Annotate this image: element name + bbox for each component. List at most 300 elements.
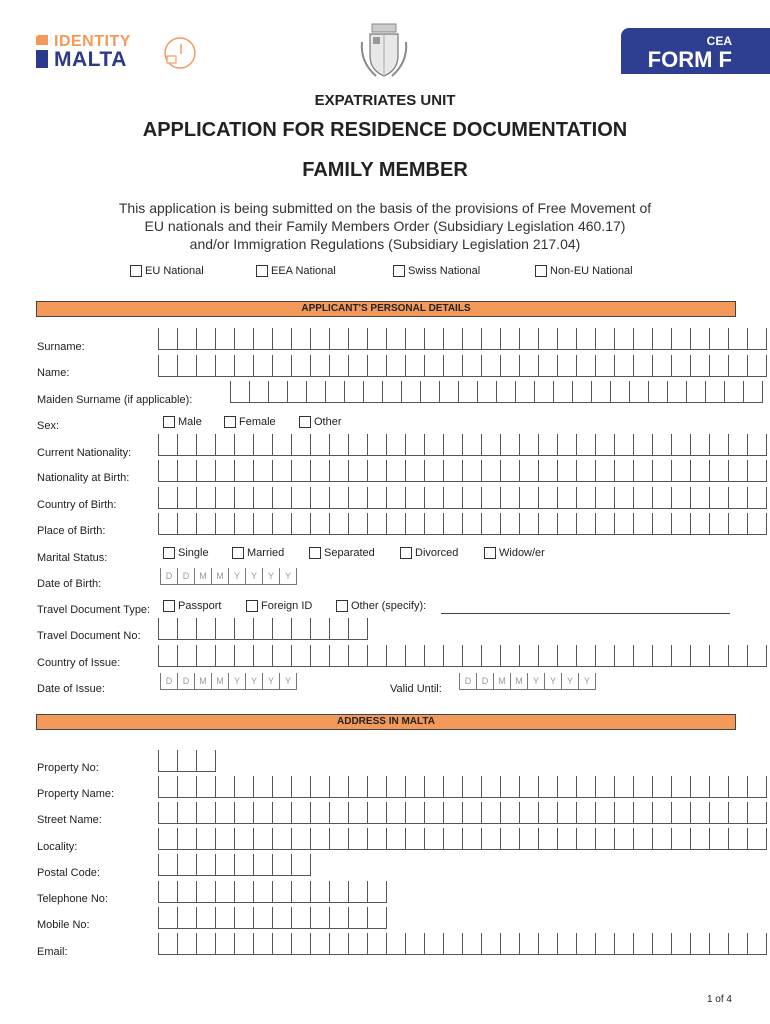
country-birth-boxes[interactable] (158, 487, 767, 509)
date-box[interactable]: D (177, 673, 194, 690)
char-box[interactable] (253, 881, 272, 903)
char-box[interactable] (386, 513, 405, 535)
char-box[interactable] (158, 618, 177, 640)
char-box[interactable] (538, 513, 557, 535)
checkbox[interactable] (484, 547, 496, 559)
char-box[interactable] (196, 802, 215, 824)
property-no-boxes[interactable] (158, 750, 216, 772)
char-box[interactable] (576, 513, 595, 535)
char-box[interactable] (652, 460, 671, 482)
char-box[interactable] (306, 381, 325, 403)
surname-boxes-top[interactable] (158, 328, 767, 350)
checkbox[interactable] (130, 265, 142, 277)
char-box[interactable] (595, 328, 614, 350)
char-box[interactable] (481, 328, 500, 350)
maiden-surname-boxes[interactable] (230, 381, 763, 403)
checkbox[interactable] (400, 547, 412, 559)
char-box[interactable] (709, 487, 728, 509)
char-box[interactable] (310, 645, 329, 667)
char-box[interactable] (329, 513, 348, 535)
char-box[interactable] (591, 381, 610, 403)
char-box[interactable] (386, 355, 405, 377)
char-box[interactable] (709, 933, 728, 955)
char-box[interactable] (671, 802, 690, 824)
char-box[interactable] (291, 645, 310, 667)
char-box[interactable] (234, 434, 253, 456)
date-box[interactable]: Y (262, 673, 279, 690)
char-box[interactable] (515, 381, 534, 403)
char-box[interactable] (557, 487, 576, 509)
char-box[interactable] (215, 645, 234, 667)
char-box[interactable] (629, 381, 648, 403)
char-box[interactable] (747, 776, 767, 798)
char-box[interactable] (329, 802, 348, 824)
char-box[interactable] (367, 828, 386, 850)
char-box[interactable] (177, 645, 196, 667)
char-box[interactable] (690, 460, 709, 482)
char-box[interactable] (268, 381, 287, 403)
char-box[interactable] (329, 487, 348, 509)
char-box[interactable] (196, 618, 215, 640)
char-box[interactable] (272, 513, 291, 535)
char-box[interactable] (310, 618, 329, 640)
char-box[interactable] (709, 328, 728, 350)
char-box[interactable] (724, 381, 743, 403)
char-box[interactable] (671, 933, 690, 955)
char-box[interactable] (329, 328, 348, 350)
char-box[interactable] (652, 802, 671, 824)
char-box[interactable] (253, 513, 272, 535)
char-box[interactable] (367, 776, 386, 798)
char-box[interactable] (253, 487, 272, 509)
char-box[interactable] (348, 487, 367, 509)
char-box[interactable] (329, 907, 348, 929)
date-box[interactable]: D (476, 673, 493, 690)
char-box[interactable] (595, 776, 614, 798)
char-box[interactable] (158, 355, 177, 377)
char-box[interactable] (215, 460, 234, 482)
char-box[interactable] (614, 776, 633, 798)
char-box[interactable] (614, 513, 633, 535)
char-box[interactable] (310, 881, 329, 903)
char-box[interactable] (291, 328, 310, 350)
date-box[interactable]: M (211, 568, 228, 585)
char-box[interactable] (709, 776, 728, 798)
char-box[interactable] (614, 460, 633, 482)
char-box[interactable] (633, 933, 652, 955)
char-box[interactable] (177, 854, 196, 876)
valid-until-boxes[interactable] (459, 673, 596, 689)
char-box[interactable] (481, 828, 500, 850)
char-box[interactable] (215, 776, 234, 798)
char-box[interactable] (196, 881, 215, 903)
char-box[interactable] (253, 434, 272, 456)
char-box[interactable] (652, 776, 671, 798)
char-box[interactable] (519, 434, 538, 456)
char-box[interactable] (158, 645, 177, 667)
email-boxes[interactable] (158, 933, 767, 955)
char-box[interactable] (234, 854, 253, 876)
char-box[interactable] (344, 381, 363, 403)
char-box[interactable] (477, 381, 496, 403)
char-box[interactable] (158, 434, 177, 456)
surname-boxes[interactable] (158, 355, 767, 377)
char-box[interactable] (652, 355, 671, 377)
char-box[interactable] (196, 513, 215, 535)
option-non-eu-national[interactable] (535, 265, 633, 277)
char-box[interactable] (690, 355, 709, 377)
char-box[interactable] (690, 776, 709, 798)
char-box[interactable] (329, 828, 348, 850)
checkbox[interactable] (232, 547, 244, 559)
char-box[interactable] (291, 854, 311, 876)
char-box[interactable] (234, 907, 253, 929)
char-box[interactable] (747, 460, 767, 482)
char-box[interactable] (462, 460, 481, 482)
char-box[interactable] (443, 355, 462, 377)
char-box[interactable] (747, 828, 767, 850)
char-box[interactable] (291, 487, 310, 509)
char-box[interactable] (595, 434, 614, 456)
char-box[interactable] (614, 328, 633, 350)
char-box[interactable] (728, 460, 747, 482)
char-box[interactable] (462, 487, 481, 509)
char-box[interactable] (614, 487, 633, 509)
char-box[interactable] (667, 381, 686, 403)
marital-option-married[interactable] (232, 547, 284, 559)
char-box[interactable] (538, 434, 557, 456)
char-box[interactable] (310, 802, 329, 824)
char-box[interactable] (253, 907, 272, 929)
char-box[interactable] (462, 933, 481, 955)
dob-date-boxes[interactable] (160, 568, 297, 584)
char-box[interactable] (458, 381, 477, 403)
char-box[interactable] (177, 828, 196, 850)
char-box[interactable] (177, 907, 196, 929)
char-box[interactable] (196, 828, 215, 850)
char-box[interactable] (633, 434, 652, 456)
char-box[interactable] (405, 460, 424, 482)
checkbox[interactable] (535, 265, 547, 277)
char-box[interactable] (310, 328, 329, 350)
char-box[interactable] (158, 881, 177, 903)
char-box[interactable] (576, 828, 595, 850)
char-box[interactable] (310, 513, 329, 535)
char-box[interactable] (386, 487, 405, 509)
char-box[interactable] (367, 933, 386, 955)
char-box[interactable] (671, 645, 690, 667)
checkbox[interactable] (163, 600, 175, 612)
char-box[interactable] (576, 487, 595, 509)
char-box[interactable] (253, 776, 272, 798)
char-box[interactable] (329, 881, 348, 903)
char-box[interactable] (348, 328, 367, 350)
char-box[interactable] (443, 434, 462, 456)
char-box[interactable] (386, 645, 405, 667)
char-box[interactable] (287, 381, 306, 403)
char-box[interactable] (215, 933, 234, 955)
char-box[interactable] (576, 776, 595, 798)
char-box[interactable] (158, 513, 177, 535)
char-box[interactable] (158, 328, 177, 350)
char-box[interactable] (481, 513, 500, 535)
char-box[interactable] (234, 487, 253, 509)
travel-option-foreign-id[interactable] (246, 600, 312, 612)
postal-code-boxes[interactable] (158, 854, 311, 876)
char-box[interactable] (367, 487, 386, 509)
char-box[interactable] (196, 355, 215, 377)
char-box[interactable] (743, 381, 763, 403)
char-box[interactable] (648, 381, 667, 403)
char-box[interactable] (557, 802, 576, 824)
char-box[interactable] (234, 881, 253, 903)
char-box[interactable] (690, 487, 709, 509)
other-specify-field[interactable] (441, 603, 730, 614)
char-box[interactable] (253, 933, 272, 955)
char-box[interactable] (291, 434, 310, 456)
char-box[interactable] (519, 460, 538, 482)
char-box[interactable] (367, 802, 386, 824)
char-box[interactable] (557, 328, 576, 350)
char-box[interactable] (424, 828, 443, 850)
char-box[interactable] (462, 434, 481, 456)
char-box[interactable] (348, 460, 367, 482)
char-box[interactable] (348, 828, 367, 850)
char-box[interactable] (382, 381, 401, 403)
char-box[interactable] (158, 776, 177, 798)
char-box[interactable] (500, 487, 519, 509)
char-box[interactable] (557, 513, 576, 535)
char-box[interactable] (386, 828, 405, 850)
char-box[interactable] (728, 828, 747, 850)
nationality-birth-boxes[interactable] (158, 460, 767, 482)
char-box[interactable] (519, 487, 538, 509)
char-box[interactable] (557, 460, 576, 482)
char-box[interactable] (652, 933, 671, 955)
char-box[interactable] (500, 802, 519, 824)
char-box[interactable] (272, 618, 291, 640)
char-box[interactable] (538, 328, 557, 350)
char-box[interactable] (196, 750, 216, 772)
marital-option-separated[interactable] (309, 547, 375, 559)
date-box[interactable]: Y (245, 568, 262, 585)
char-box[interactable] (310, 460, 329, 482)
char-box[interactable] (633, 802, 652, 824)
date-issue-boxes[interactable] (160, 673, 297, 689)
char-box[interactable] (443, 933, 462, 955)
sex-option-other[interactable] (299, 416, 342, 428)
char-box[interactable] (519, 328, 538, 350)
sex-option-female[interactable] (224, 416, 276, 428)
char-box[interactable] (538, 776, 557, 798)
char-box[interactable] (576, 434, 595, 456)
char-box[interactable] (614, 434, 633, 456)
char-box[interactable] (595, 513, 614, 535)
char-box[interactable] (177, 460, 196, 482)
char-box[interactable] (633, 645, 652, 667)
char-box[interactable] (272, 933, 291, 955)
char-box[interactable] (500, 828, 519, 850)
date-box[interactable]: Y (279, 673, 297, 690)
checkbox[interactable] (309, 547, 321, 559)
char-box[interactable] (177, 881, 196, 903)
char-box[interactable] (652, 487, 671, 509)
char-box[interactable] (348, 907, 367, 929)
char-box[interactable] (272, 776, 291, 798)
char-box[interactable] (534, 381, 553, 403)
char-box[interactable] (424, 355, 443, 377)
char-box[interactable] (272, 907, 291, 929)
char-box[interactable] (310, 434, 329, 456)
date-box[interactable]: M (194, 673, 211, 690)
char-box[interactable] (462, 328, 481, 350)
char-box[interactable] (652, 513, 671, 535)
char-box[interactable] (158, 854, 177, 876)
char-box[interactable] (519, 776, 538, 798)
char-box[interactable] (633, 513, 652, 535)
char-box[interactable] (177, 933, 196, 955)
char-box[interactable] (747, 487, 767, 509)
checkbox[interactable] (256, 265, 268, 277)
marital-option-single[interactable] (163, 547, 209, 559)
char-box[interactable] (329, 618, 348, 640)
char-box[interactable] (728, 513, 747, 535)
char-box[interactable] (348, 513, 367, 535)
char-box[interactable] (196, 460, 215, 482)
char-box[interactable] (215, 618, 234, 640)
char-box[interactable] (291, 776, 310, 798)
char-box[interactable] (443, 460, 462, 482)
char-box[interactable] (253, 645, 272, 667)
char-box[interactable] (709, 513, 728, 535)
char-box[interactable] (272, 460, 291, 482)
char-box[interactable] (386, 328, 405, 350)
char-box[interactable] (595, 645, 614, 667)
char-box[interactable] (177, 434, 196, 456)
char-box[interactable] (158, 933, 177, 955)
char-box[interactable] (633, 328, 652, 350)
char-box[interactable] (234, 802, 253, 824)
char-box[interactable] (747, 355, 767, 377)
char-box[interactable] (310, 907, 329, 929)
char-box[interactable] (158, 460, 177, 482)
date-box[interactable]: Y (527, 673, 544, 690)
char-box[interactable] (405, 328, 424, 350)
char-box[interactable] (329, 355, 348, 377)
char-box[interactable] (291, 355, 310, 377)
char-box[interactable] (196, 487, 215, 509)
char-box[interactable] (177, 618, 196, 640)
char-box[interactable] (234, 513, 253, 535)
char-box[interactable] (443, 328, 462, 350)
property-name-boxes[interactable] (158, 776, 767, 798)
char-box[interactable] (249, 381, 268, 403)
char-box[interactable] (158, 828, 177, 850)
char-box[interactable] (291, 802, 310, 824)
date-box[interactable]: Y (544, 673, 561, 690)
option-eea-national[interactable] (256, 265, 336, 277)
char-box[interactable] (177, 328, 196, 350)
char-box[interactable] (462, 355, 481, 377)
char-box[interactable] (310, 355, 329, 377)
char-box[interactable] (614, 802, 633, 824)
current-nationality-boxes[interactable] (158, 434, 767, 456)
char-box[interactable] (614, 355, 633, 377)
char-box[interactable] (348, 434, 367, 456)
char-box[interactable] (272, 854, 291, 876)
char-box[interactable] (348, 645, 367, 667)
char-box[interactable] (310, 776, 329, 798)
char-box[interactable] (405, 645, 424, 667)
date-box[interactable]: Y (228, 673, 245, 690)
char-box[interactable] (291, 460, 310, 482)
char-box[interactable] (253, 802, 272, 824)
char-box[interactable] (234, 328, 253, 350)
char-box[interactable] (614, 828, 633, 850)
char-box[interactable] (709, 355, 728, 377)
char-box[interactable] (671, 776, 690, 798)
char-box[interactable] (709, 434, 728, 456)
char-box[interactable] (291, 828, 310, 850)
date-box[interactable]: M (493, 673, 510, 690)
char-box[interactable] (652, 645, 671, 667)
date-box[interactable]: D (160, 673, 177, 690)
char-box[interactable] (405, 802, 424, 824)
char-box[interactable] (272, 434, 291, 456)
char-box[interactable] (443, 776, 462, 798)
char-box[interactable] (652, 434, 671, 456)
char-box[interactable] (158, 907, 177, 929)
char-box[interactable] (215, 513, 234, 535)
char-box[interactable] (310, 933, 329, 955)
char-box[interactable] (291, 513, 310, 535)
char-box[interactable] (420, 381, 439, 403)
char-box[interactable] (500, 355, 519, 377)
char-box[interactable] (348, 776, 367, 798)
char-box[interactable] (690, 802, 709, 824)
char-box[interactable] (234, 460, 253, 482)
char-box[interactable] (557, 828, 576, 850)
date-box[interactable]: D (459, 673, 476, 690)
char-box[interactable] (728, 933, 747, 955)
char-box[interactable] (519, 933, 538, 955)
char-box[interactable] (595, 460, 614, 482)
char-box[interactable] (424, 933, 443, 955)
char-box[interactable] (557, 933, 576, 955)
char-box[interactable] (424, 776, 443, 798)
char-box[interactable] (538, 645, 557, 667)
char-box[interactable] (443, 645, 462, 667)
char-box[interactable] (728, 776, 747, 798)
street-name-boxes[interactable] (158, 802, 767, 824)
char-box[interactable] (405, 355, 424, 377)
char-box[interactable] (367, 434, 386, 456)
locality-boxes[interactable] (158, 828, 767, 850)
char-box[interactable] (272, 645, 291, 667)
char-box[interactable] (234, 618, 253, 640)
char-box[interactable] (196, 434, 215, 456)
char-box[interactable] (462, 828, 481, 850)
char-box[interactable] (572, 381, 591, 403)
char-box[interactable] (253, 854, 272, 876)
telephone-boxes[interactable] (158, 881, 387, 903)
mobile-boxes[interactable] (158, 907, 387, 929)
char-box[interactable] (329, 776, 348, 798)
char-box[interactable] (633, 776, 652, 798)
char-box[interactable] (401, 381, 420, 403)
date-box[interactable]: D (177, 568, 194, 585)
char-box[interactable] (196, 645, 215, 667)
